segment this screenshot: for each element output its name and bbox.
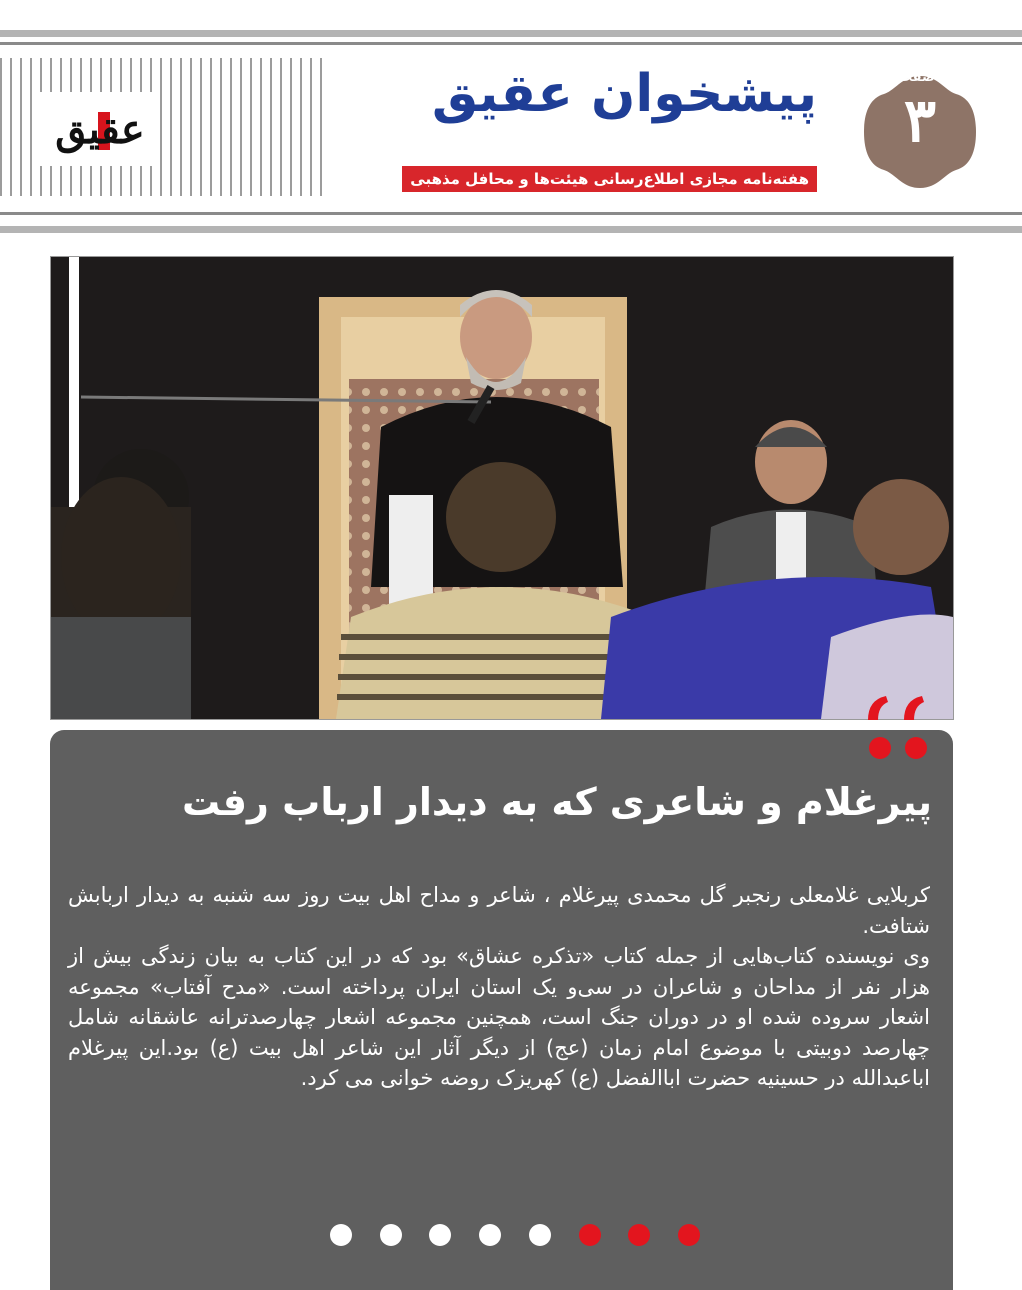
quotation-mark-icon bbox=[860, 690, 940, 762]
pagination-dot[interactable] bbox=[529, 1224, 551, 1246]
page-number: ۳ bbox=[903, 86, 937, 156]
header-rule-inner bbox=[0, 212, 1022, 215]
pagination-dot[interactable] bbox=[330, 1224, 352, 1246]
top-rule-inner bbox=[0, 42, 1022, 45]
article-body bbox=[68, 880, 930, 1094]
article-photo bbox=[50, 256, 954, 720]
photo-of-speaker-at-gathering bbox=[51, 257, 953, 719]
article-paragraph: وی نویسنده کتاب‌هایی از جمله کتاب «تذکره عشاق» بود که در این کتاب به بیان زندگی بیش از هزار نفر از مداحان و شاعران در سی‌و یک استان ایران پرداخته است. «مدح آفتاب» مجموعه اشعار سروده شده او در دوران جنگ است، همچنین مجموعه اشعار چهارصدترانه عاشقانه شامل چهارصد دوبیتی با موضوع امام زمان (عج) از دیگر آثار این شاعر اهل بیت (ع) بود.این پیرغلام اباعبدالله در حسینیه حضرت اباالفضل (ع) کهریزک روضه خوانی می کرد. bbox=[68, 944, 930, 1090]
masthead-tagline: هفته‌نامه مجازی اطلاع‌رسانی هیئت‌ها و محافل مذهبی bbox=[402, 166, 817, 192]
pagination-dot[interactable] bbox=[380, 1224, 402, 1246]
pagination-dots bbox=[330, 1222, 700, 1248]
pagination-dot[interactable] bbox=[429, 1224, 451, 1246]
article-paragraph: کربلایی غلامعلی رنجبر گل محمدی پیرغلام ، شاعر و مداح اهل بیت روز سه شنبه به دیدار اربابش شتافت. bbox=[68, 883, 930, 938]
pagination-dot[interactable] bbox=[678, 1224, 700, 1246]
pagination-dot[interactable] bbox=[479, 1224, 501, 1246]
pagination-dot[interactable] bbox=[628, 1224, 650, 1246]
pagination-dot[interactable] bbox=[579, 1224, 601, 1246]
logo-text: عقیق bbox=[55, 105, 145, 153]
top-rule bbox=[0, 30, 1022, 37]
article-headline: پیرغلام و شاعری که به دیدار ارباب رفت bbox=[181, 780, 932, 824]
header-rule bbox=[0, 226, 1022, 233]
masthead-title: پیشخوان عقیق bbox=[431, 64, 817, 124]
page-label: صفحه bbox=[895, 70, 935, 85]
brand-logo bbox=[40, 92, 160, 166]
